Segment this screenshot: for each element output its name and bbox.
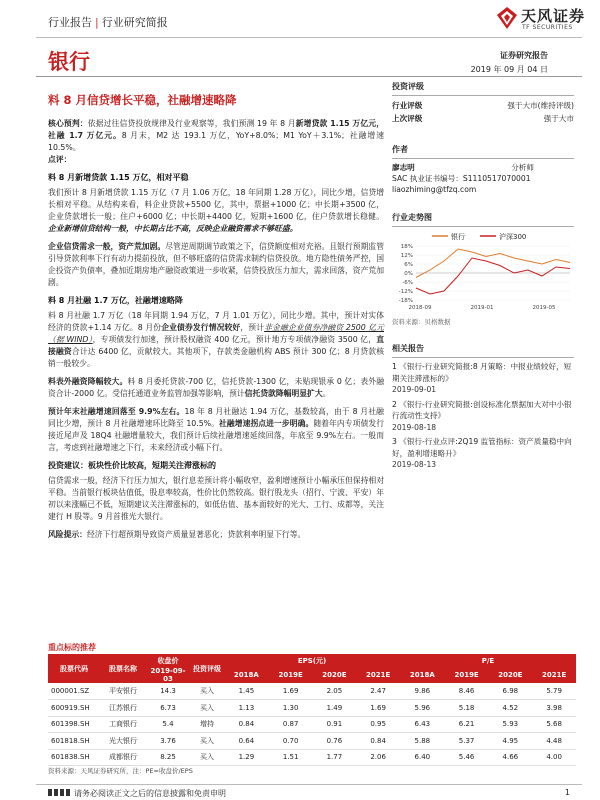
report-headline: 料 8 月信贷增长平稳，社融增速略降 bbox=[48, 93, 237, 107]
text: 8 月末，M2 达 193.1 万亿，YoY+8.0%；M1 YoY＋3.1%；社融增速 10.5%。 bbox=[48, 131, 384, 152]
table-cell: 0.84 bbox=[356, 733, 400, 750]
legend-index: 沪深300 bbox=[499, 233, 527, 241]
author-email[interactable]: liaozhiming@tfzq.com bbox=[392, 185, 477, 194]
paragraph-risk bbox=[48, 529, 384, 541]
table-cell: 买入 bbox=[190, 683, 224, 700]
table-cell: 601838.SH bbox=[48, 749, 100, 766]
author-heading: 作者 bbox=[392, 141, 574, 159]
y-tick-label: 0% bbox=[404, 271, 413, 277]
table-cell: 000001.SZ bbox=[48, 683, 100, 700]
col-year: 2020E bbox=[488, 667, 532, 683]
table-cell: 1.29 bbox=[224, 749, 269, 766]
table-cell: 3.76 bbox=[146, 733, 190, 750]
paragraph-social-financing bbox=[48, 310, 384, 370]
main-content bbox=[48, 118, 384, 547]
table-cell: 5.88 bbox=[400, 733, 445, 750]
paragraph-yearend bbox=[48, 406, 384, 454]
table-cell: 4.52 bbox=[488, 700, 532, 717]
paragraph-core bbox=[48, 118, 384, 166]
col-year: 2018A bbox=[224, 667, 269, 683]
table-cell: 5.4 bbox=[146, 716, 190, 733]
related-report-link[interactable]: 2 《银行-行业研究简报:创设标准化票据加大对中小银行流动性支持》 bbox=[392, 399, 572, 420]
y-tick-label: -6% bbox=[402, 280, 413, 286]
chart-svg bbox=[392, 230, 574, 315]
table-cell: 8.25 bbox=[146, 749, 190, 766]
text-bold: 企业信贷需求一般，资产荒加剧。 bbox=[48, 242, 166, 251]
table-cell: 买入 bbox=[190, 749, 224, 766]
col-rating: 投资评级 bbox=[190, 654, 224, 683]
page-number: 1 bbox=[564, 788, 570, 797]
col-year: 2020E bbox=[312, 667, 356, 683]
related-reports bbox=[392, 361, 574, 471]
related-report-link[interactable]: 1 《银行-行业研究简报:8 月策略：中报业绩较好，短期关注滞涨标的》 bbox=[392, 362, 572, 383]
table-cell: 5.37 bbox=[445, 733, 489, 750]
table-cell: 5.46 bbox=[445, 749, 489, 766]
table-cell: 江苏银行 bbox=[100, 700, 146, 717]
col-price-date: 2019-09-03 bbox=[146, 667, 190, 683]
table-cell: 6.43 bbox=[400, 716, 445, 733]
recommendation-table bbox=[48, 654, 576, 766]
author-name: 廖志明 bbox=[392, 163, 415, 172]
author-cert: SAC 执业证书编号：S1110517070001 bbox=[392, 174, 531, 183]
text: ，预计 bbox=[240, 323, 265, 332]
text-bold: 新增贷款 1.15 万亿元，社融 1.7 万亿元。 bbox=[48, 119, 385, 140]
col-year: 2021E bbox=[356, 667, 400, 683]
paragraph-advice: 信贷需求一般，经济下行压力加大，银行息差预计将小幅收窄，盈利增速预计小幅承压但保持相对平稳。当前银行板块估值低，股息率较高，性价比仍然较高。银行股龙头（招行、宁波、平安）年初以来涨幅已不低，短期建议关注滞涨标的，如低估值、基本面较好的光大、工行、成都等，关注建行 H 股等。9 月首推光大银行。 bbox=[48, 476, 384, 521]
subcategory-label: 行业研究简报 bbox=[101, 16, 168, 29]
comment-label: 点评： bbox=[48, 155, 72, 164]
col-name: 股票名称 bbox=[100, 654, 146, 683]
table-cell: 4.95 bbox=[488, 733, 532, 750]
text: ，专项债发行加速，预计股权融资 400 亿元，预计地方专项债净融资 3500 亿， bbox=[92, 335, 377, 344]
text-bold: 社融增速拐点进一步明确。 bbox=[219, 419, 314, 428]
text: 经济下行超预期导致资产质量显著恶化；贷款利率明显下行等。 bbox=[86, 530, 306, 539]
text: 18 年 8 月社融达 1.94 万亿，基数较高，由于 8 月社融同比少增，预计 8 月社融增速环比降至 10.5%。 bbox=[48, 407, 384, 428]
table-cell: 工商银行 bbox=[100, 716, 146, 733]
table-cell: 2.05 bbox=[312, 683, 356, 700]
table-cell: 8.46 bbox=[445, 683, 489, 700]
divider bbox=[36, 784, 582, 785]
table-cell: 4.66 bbox=[488, 749, 532, 766]
table-cell: 平安银行 bbox=[100, 683, 146, 700]
legend-bank: 银行 bbox=[451, 233, 465, 241]
text-emphasis: 企业新增信贷结构一般，中长期占比不高，反映企业融资需求不够旺盛。 bbox=[48, 224, 298, 233]
table-cell: 1.69 bbox=[356, 700, 400, 717]
text-bold: 直接融资 bbox=[48, 335, 384, 356]
table-cell: 601818.SH bbox=[48, 733, 100, 750]
col-year: 2018A bbox=[400, 667, 445, 683]
table-cell: 6.73 bbox=[146, 700, 190, 717]
divider bbox=[36, 76, 582, 77]
table-cell: 601398.SH bbox=[48, 716, 100, 733]
text-bold: 企业债券发行情况较好 bbox=[161, 323, 241, 332]
table-cell: 0.91 bbox=[312, 716, 356, 733]
prev-rating-key: 上次评级 bbox=[392, 114, 423, 123]
related-report-date: 2019-08-13 bbox=[392, 460, 437, 469]
text: 尽管逆周期调节政策之下，信贷额度相对充裕。且银行预期监管引导贷款利率下行有动力提前投放，但不够旺盛的信贷需求制约信贷投放。地方隐性债务严控，国企投资产负债率，叠加近期房地产融资政策进一步收紧，信贷投放压力加大，需求回落，资产荒加剧。 bbox=[48, 242, 385, 287]
footer-disclaimer: 请务必阅读正文之后的信息披露和免责申明 bbox=[74, 789, 226, 798]
table-row bbox=[48, 716, 576, 733]
table-cell: 0.84 bbox=[224, 716, 269, 733]
header-category bbox=[48, 14, 168, 30]
author-role: 分析师 bbox=[511, 163, 534, 172]
core-label: 核心预判： bbox=[48, 119, 88, 128]
logo-sub: TF SECURITIES bbox=[522, 24, 573, 31]
text: 。 bbox=[322, 389, 331, 398]
divider bbox=[36, 37, 582, 38]
table-cell: 5.18 bbox=[445, 700, 489, 717]
text: 料 8 月委托贷款-700 亿，信托贷款-1300 亿，未贴现银承 0 亿；表外融资合计-2000 亿。受信托通道业务监管加强等影响，预计 bbox=[48, 377, 385, 398]
prev-rating-value: 强于大市 bbox=[543, 114, 574, 123]
y-tick-label: 18% bbox=[400, 244, 413, 250]
y-tick-label: -12% bbox=[398, 289, 413, 295]
rating-key: 行业评级 bbox=[392, 101, 423, 110]
chart-source: 资料来源：贝格数据 bbox=[392, 318, 451, 326]
paragraph-demand bbox=[48, 241, 384, 289]
rating-row bbox=[392, 99, 574, 112]
table-cell: 买入 bbox=[190, 733, 224, 750]
table-cell: 买入 bbox=[190, 700, 224, 717]
table-row bbox=[48, 733, 576, 750]
table-cell: 5.79 bbox=[532, 683, 576, 700]
col-year: 2019E bbox=[445, 667, 489, 683]
table-cell: 1.69 bbox=[269, 683, 313, 700]
page-title: 银行 bbox=[48, 50, 90, 74]
text: 料 8 月社融 1.7 万亿（18 年同期 1.94 万亿，7 月 1.01 万亿），同比少增。其中，预计对实体经济的贷款+1.14 万亿。8 月份 bbox=[48, 311, 384, 332]
table-cell: 成都银行 bbox=[100, 749, 146, 766]
table-cell: 5.93 bbox=[488, 716, 532, 733]
table-cell: 1.51 bbox=[269, 749, 313, 766]
logo-name: 天风证券 bbox=[521, 7, 586, 25]
y-tick-label: -18% bbox=[398, 298, 413, 304]
chart-heading: 行业走势图 bbox=[392, 209, 574, 227]
text-bold: 信托贷款降幅明显扩大 bbox=[244, 389, 323, 398]
table-cell: 2.06 bbox=[356, 749, 400, 766]
table-cell: 0.70 bbox=[269, 733, 313, 750]
company-logo bbox=[495, 4, 595, 38]
table-cell: 0.76 bbox=[312, 733, 356, 750]
table-header-row bbox=[48, 654, 576, 667]
table-cell: 4.48 bbox=[532, 733, 576, 750]
paragraph-loans bbox=[48, 187, 384, 235]
table-title: 重点标的推荐 bbox=[48, 643, 96, 652]
table-cell: 4.00 bbox=[532, 749, 576, 766]
sidebar bbox=[392, 78, 574, 474]
table-cell: 1.45 bbox=[224, 683, 269, 700]
category-label: 行业报告 bbox=[48, 16, 92, 29]
industry-trend-chart bbox=[392, 230, 574, 315]
text: 依据过往信贷投放规律及行业观察等，我们预测 19 年 8 月 bbox=[87, 119, 296, 128]
text-bold: 预计年末社融增速回落至 9.9%左右。 bbox=[48, 407, 185, 416]
series-line-index bbox=[416, 258, 570, 294]
table-cell: 6.21 bbox=[445, 716, 489, 733]
table-source: 资料来源：天风证券研究所，注：PE=收盘价/EPS bbox=[48, 767, 193, 775]
x-tick-label: 2019-01 bbox=[470, 305, 494, 311]
table-cell: 5.68 bbox=[532, 716, 576, 733]
barcode-icon bbox=[48, 789, 70, 797]
rating-heading: 投资评级 bbox=[392, 78, 574, 96]
table-cell: 2.47 bbox=[356, 683, 400, 700]
separator: | bbox=[95, 16, 99, 29]
report-date: 2019 年 09 月 04 日 bbox=[470, 65, 548, 74]
table-cell: 14.3 bbox=[146, 683, 190, 700]
table-cell: 1.77 bbox=[312, 749, 356, 766]
analyst-info bbox=[392, 162, 574, 195]
text: 我们预计 8 月新增贷款 1.15 万亿（7 月 1.06 万亿，18 年同期 1.28 万亿），同比少增，信贷增长相对平稳。从结构来看，料企业贷款+5500 亿，其中，票据+1000 亿；中长期+3500 亿，企业贷款增长一般；住户+6000 亿；中长期+4400 亿，短期+1600 亿，住户贷款增长稳健。 bbox=[48, 188, 384, 221]
y-tick-label: 12% bbox=[400, 253, 413, 259]
col-year: 2021E bbox=[532, 667, 576, 683]
related-report-link[interactable]: 3 《银行-行业点评:2Q19 监管指标：资产质量稳中向好，盈利增速略升》 bbox=[392, 437, 572, 458]
text-bold: 风险提示： bbox=[48, 530, 87, 539]
x-tick-label: 2019-05 bbox=[532, 305, 556, 311]
table-cell: 600919.SH bbox=[48, 700, 100, 717]
col-price: 收盘价 bbox=[146, 654, 190, 667]
rating-value: 强于大市(维持评级) bbox=[507, 101, 574, 110]
table-cell: 增持 bbox=[190, 716, 224, 733]
text-bold: 料表外融资降幅较大。 bbox=[48, 377, 128, 386]
section-heading: 投资建议：板块性价比较高，短期关注滞涨标的 bbox=[48, 461, 216, 470]
table-cell: 6.40 bbox=[400, 749, 445, 766]
table-cell: 5.96 bbox=[400, 700, 445, 717]
table-cell: 3.98 bbox=[532, 700, 576, 717]
related-report-date: 2019-08-18 bbox=[392, 422, 437, 432]
x-tick-label: 2018-09 bbox=[408, 305, 432, 311]
table-cell: 1.30 bbox=[269, 700, 313, 717]
section-heading: 料 8 月新增贷款 1.15 万亿，相对平稳 bbox=[48, 173, 189, 182]
report-type: 证券研究报告 bbox=[500, 51, 548, 60]
col-eps: EPS(元) bbox=[224, 654, 400, 667]
table-cell: 0.95 bbox=[356, 716, 400, 733]
text: 合计达 6400 亿，贡献较大。其他项下，存款类金融机构 ABS 预计 300 亿；8 月贷款核销一般较少。 bbox=[48, 347, 385, 368]
table-cell: 6.98 bbox=[488, 683, 532, 700]
col-year: 2019E bbox=[269, 667, 313, 683]
table-cell: 1.49 bbox=[312, 700, 356, 717]
table-row bbox=[48, 683, 576, 700]
text: 随着年内专项债发行接近尾声及 18Q4 社融增量较大，我们预计后续社融增速延续回落，年底至 9.9%左右。一般而言，考虑到社融增速之下行，未来经济或小幅下行。 bbox=[48, 419, 384, 452]
table-cell: 光大银行 bbox=[100, 733, 146, 750]
related-heading: 相关报告 bbox=[392, 340, 574, 358]
table-cell: 0.64 bbox=[224, 733, 269, 750]
section-heading: 料 8 月社融 1.7 万亿，社融增速略降 bbox=[48, 296, 183, 305]
table-row bbox=[48, 700, 576, 717]
paragraph-offbalance bbox=[48, 376, 384, 400]
table-cell: 1.13 bbox=[224, 700, 269, 717]
table-cell: 9.86 bbox=[400, 683, 445, 700]
prev-rating-row bbox=[392, 112, 574, 125]
logo-icon bbox=[495, 6, 519, 30]
text-italic: 非金融企业债券净融资 2500 亿元（据 WIND） bbox=[48, 323, 385, 344]
y-tick-label: 6% bbox=[404, 262, 413, 268]
table-cell: 0.87 bbox=[269, 716, 313, 733]
col-code: 股票代码 bbox=[48, 654, 100, 683]
related-report-date: 2019-09-01 bbox=[392, 385, 437, 394]
col-pe: P/E bbox=[400, 654, 576, 667]
table-row bbox=[48, 749, 576, 766]
